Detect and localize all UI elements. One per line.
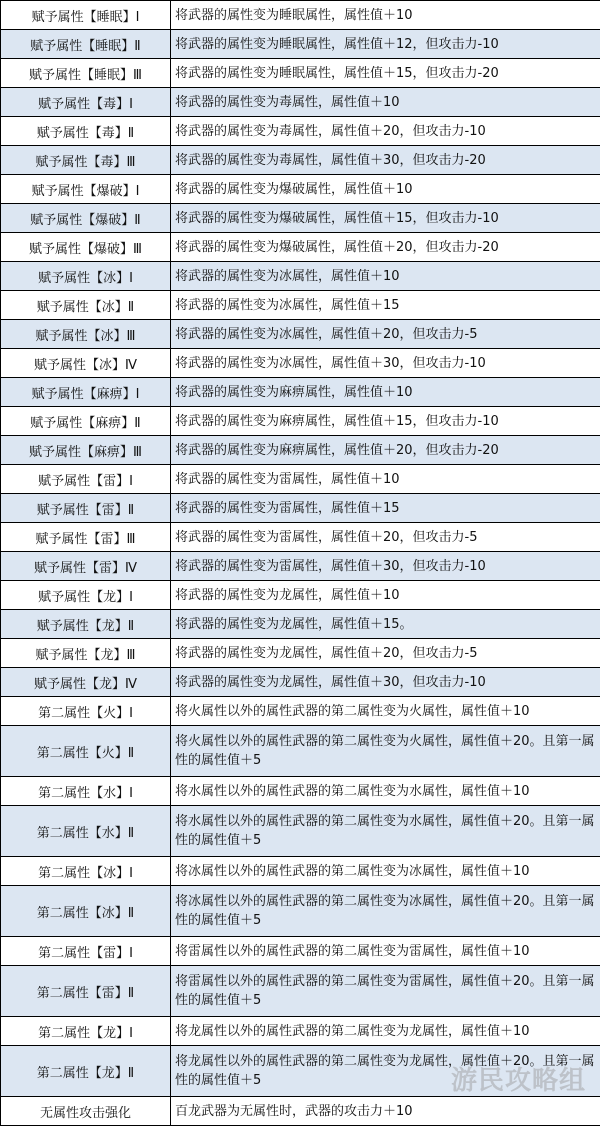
- skill-description-cell: 将武器的属性变为龙属性，属性值＋10: [171, 581, 600, 610]
- skill-name-cell: 赋予属性【龙】Ⅳ: [1, 668, 171, 697]
- skill-name-cell: 赋予属性【冰】Ⅳ: [1, 349, 171, 378]
- skill-description-cell: 将武器的属性变为冰属性，属性值＋20，但攻击力-5: [171, 320, 600, 349]
- skill-name-cell: 赋予属性【麻痹】Ⅱ: [1, 407, 171, 436]
- skill-table-body: [1, 1, 600, 1126]
- skill-name-cell: 赋予属性【雷】Ⅰ: [1, 465, 171, 494]
- table-row: [1, 581, 600, 610]
- skill-description-cell: 将水属性以外的属性武器的第二属性变为水属性，属性值＋20。且第一属性的属性值＋5: [171, 806, 600, 857]
- skill-description-cell: 将水属性以外的属性武器的第二属性变为水属性，属性值＋10: [171, 777, 600, 806]
- skill-description-cell: 将龙属性以外的属性武器的第二属性变为龙属性，属性值＋10: [171, 1017, 600, 1046]
- watermark-logo: 游民攻略组: [451, 1060, 586, 1097]
- skill-name-cell: 第二属性【火】Ⅱ: [1, 726, 171, 777]
- skill-description-cell: 将武器的属性变为毒属性，属性值＋20，但攻击力-10: [171, 117, 600, 146]
- skill-name-cell: 第二属性【雷】Ⅰ: [1, 937, 171, 966]
- skill-description-cell: 将武器的属性变为爆破属性，属性值＋15，但攻击力-10: [171, 204, 600, 233]
- skill-description-cell: 将武器的属性变为雷属性，属性值＋15: [171, 494, 600, 523]
- table-row: [1, 726, 600, 777]
- skill-name-cell: 赋予属性【毒】Ⅲ: [1, 146, 171, 175]
- table-row: [1, 966, 600, 1017]
- skill-description-cell: 将武器的属性变为麻痹属性，属性值＋15，但攻击力-10: [171, 407, 600, 436]
- skill-description-cell: 将武器的属性变为龙属性，属性值＋30，但攻击力-10: [171, 668, 600, 697]
- table-row: [1, 117, 600, 146]
- skill-name-cell: 赋予属性【毒】Ⅰ: [1, 88, 171, 117]
- skill-description-cell: 将冰属性以外的属性武器的第二属性变为冰属性，属性值＋10: [171, 857, 600, 886]
- table-row: [1, 175, 600, 204]
- skill-name-cell: 第二属性【雷】Ⅱ: [1, 966, 171, 1017]
- table-row: [1, 204, 600, 233]
- skill-description-cell: 将武器的属性变为冰属性，属性值＋30，但攻击力-10: [171, 349, 600, 378]
- skill-name-cell: 赋予属性【雷】Ⅳ: [1, 552, 171, 581]
- skill-name-cell: 第二属性【冰】Ⅰ: [1, 857, 171, 886]
- table-row: [1, 697, 600, 726]
- skill-description-cell: 将武器的属性变为毒属性，属性值＋10: [171, 88, 600, 117]
- table-row: [1, 806, 600, 857]
- table-row: [1, 146, 600, 175]
- skill-name-cell: 赋予属性【爆破】Ⅲ: [1, 233, 171, 262]
- skill-name-cell: 赋予属性【睡眠】Ⅲ: [1, 59, 171, 88]
- table-row: [1, 233, 600, 262]
- skill-name-cell: 赋予属性【冰】Ⅱ: [1, 291, 171, 320]
- table-row: [1, 1046, 600, 1097]
- skill-description-cell: 将武器的属性变为麻痹属性，属性值＋20，但攻击力-20: [171, 436, 600, 465]
- skill-name-cell: 赋予属性【雷】Ⅲ: [1, 523, 171, 552]
- table-row: [1, 349, 600, 378]
- skill-description-cell: 将火属性以外的属性武器的第二属性变为火属性，属性值＋20。且第一属性的属性值＋5: [171, 726, 600, 777]
- skill-name-cell: 赋予属性【龙】Ⅱ: [1, 610, 171, 639]
- table-row: [1, 1, 600, 30]
- table-row: [1, 937, 600, 966]
- skill-name-cell: 赋予属性【爆破】Ⅰ: [1, 175, 171, 204]
- table-row: [1, 523, 600, 552]
- skill-name-cell: 赋予属性【麻痹】Ⅲ: [1, 436, 171, 465]
- skill-name-cell: 赋予属性【雷】Ⅱ: [1, 494, 171, 523]
- table-row: [1, 30, 600, 59]
- table-row: [1, 552, 600, 581]
- skill-description-cell: 将武器的属性变为睡眠属性，属性值＋15，但攻击力-20: [171, 59, 600, 88]
- skill-description-cell: 将武器的属性变为爆破属性，属性值＋10: [171, 175, 600, 204]
- skill-name-cell: 赋予属性【冰】Ⅲ: [1, 320, 171, 349]
- skill-name-cell: 第二属性【冰】Ⅱ: [1, 886, 171, 937]
- skill-description-cell: 将武器的属性变为龙属性，属性值＋15。: [171, 610, 600, 639]
- skill-description-cell: 将雷属性以外的属性武器的第二属性变为雷属性，属性值＋20。且第一属性的属性值＋5: [171, 966, 600, 1017]
- skill-description-cell: 将冰属性以外的属性武器的第二属性变为冰属性，属性值＋20。且第一属性的属性值＋5: [171, 886, 600, 937]
- table-row: [1, 436, 600, 465]
- skill-description-cell: 将龙属性以外的属性武器的第二属性变为龙属性，属性值＋20。且第一属性的属性值＋5: [171, 1046, 600, 1097]
- table-row: [1, 59, 600, 88]
- table-row: [1, 777, 600, 806]
- skill-name-cell: 赋予属性【冰】Ⅰ: [1, 262, 171, 291]
- skill-name-cell: 赋予属性【龙】Ⅰ: [1, 581, 171, 610]
- skill-description-cell: 将武器的属性变为爆破属性，属性值＋20，但攻击力-20: [171, 233, 600, 262]
- table-row: [1, 857, 600, 886]
- skill-name-cell: 无属性攻击强化: [1, 1097, 171, 1126]
- skill-name-cell: 赋予属性【爆破】Ⅱ: [1, 204, 171, 233]
- skill-description-cell: 将武器的属性变为雷属性，属性值＋20，但攻击力-5: [171, 523, 600, 552]
- skill-name-cell: 第二属性【水】Ⅱ: [1, 806, 171, 857]
- skill-name-cell: 赋予属性【麻痹】Ⅰ: [1, 378, 171, 407]
- skill-name-cell: 赋予属性【毒】Ⅱ: [1, 117, 171, 146]
- skill-description-cell: 将雷属性以外的属性武器的第二属性变为雷属性，属性值＋10: [171, 937, 600, 966]
- skill-description-cell: 将武器的属性变为冰属性，属性值＋10: [171, 262, 600, 291]
- skill-description-cell: 将武器的属性变为冰属性，属性值＋15: [171, 291, 600, 320]
- skill-name-cell: 赋予属性【龙】Ⅲ: [1, 639, 171, 668]
- skill-description-cell: 将武器的属性变为雷属性，属性值＋10: [171, 465, 600, 494]
- table-row: [1, 494, 600, 523]
- skill-description-cell: 将火属性以外的属性武器的第二属性变为火属性，属性值＋10: [171, 697, 600, 726]
- skill-description-cell: 百龙武器为无属性时，武器的攻击力＋10: [171, 1097, 600, 1126]
- table-row: [1, 378, 600, 407]
- skill-description-cell: 将武器的属性变为龙属性，属性值＋20，但攻击力-5: [171, 639, 600, 668]
- table-row: [1, 668, 600, 697]
- skill-name-cell: 第二属性【火】Ⅰ: [1, 697, 171, 726]
- table-row: [1, 610, 600, 639]
- skill-name-cell: 第二属性【龙】Ⅰ: [1, 1017, 171, 1046]
- table-row: [1, 262, 600, 291]
- skill-description-cell: 将武器的属性变为睡眠属性，属性值＋12，但攻击力-10: [171, 30, 600, 59]
- skill-description-cell: 将武器的属性变为雷属性，属性值＋30，但攻击力-10: [171, 552, 600, 581]
- table-row: [1, 639, 600, 668]
- skill-name-cell: 第二属性【龙】Ⅱ: [1, 1046, 171, 1097]
- skill-name-cell: 第二属性【水】Ⅰ: [1, 777, 171, 806]
- skill-name-cell: 赋予属性【睡眠】Ⅱ: [1, 30, 171, 59]
- table-row: [1, 88, 600, 117]
- table-row: [1, 886, 600, 937]
- table-row: [1, 407, 600, 436]
- table-row: [1, 320, 600, 349]
- table-row: [1, 291, 600, 320]
- skill-name-cell: 赋予属性【睡眠】Ⅰ: [1, 1, 171, 30]
- table-row: [1, 1017, 600, 1046]
- skill-description-cell: 将武器的属性变为睡眠属性，属性值＋10: [171, 1, 600, 30]
- table-row: [1, 465, 600, 494]
- skill-description-cell: 将武器的属性变为麻痹属性，属性值＋10: [171, 378, 600, 407]
- skill-description-cell: 将武器的属性变为毒属性，属性值＋30，但攻击力-20: [171, 146, 600, 175]
